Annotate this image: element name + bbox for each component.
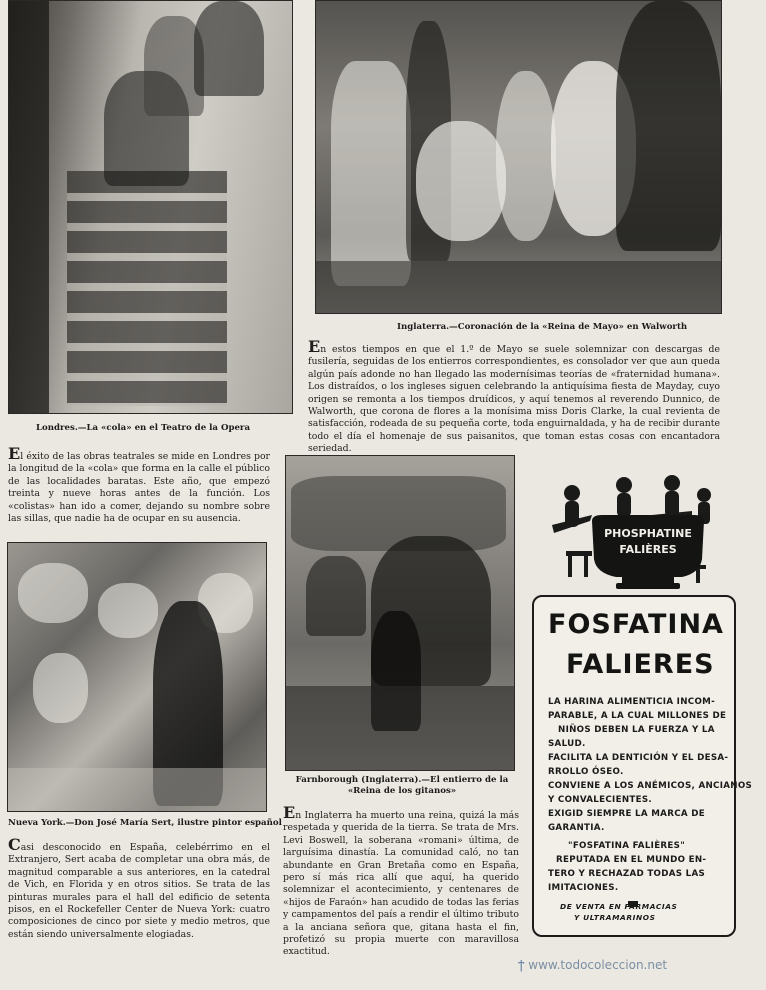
ad-line-8: Y CONVALECIENTES. (548, 795, 653, 805)
ad-quote-line-3: TERO Y RECHAZAD TODAS LAS (548, 869, 706, 879)
article-mayday: En estos tiempos en que el 1.º de Mayo se suele solemnizar con descargas de fusilería, seguidas de los entierros correspondientes, es consolador ver que aun queda algún país adonde no han llegado las modernísimas teorías de «fraternidad humana». Los distraídos, o los ingleses siguen celebrando la antiquísima fiesta de Mayday, cuyo origen se remonta a los tiempos druídicos, y aquí tenemos al reverendo Dunnico, de Walworth, que corona de flores a la monísima miss Doris Clarke, la cual revienta de satisfacción, rodeada de su pequeña corte, toda enguirnaldada, y ha de recibir durante todo el día el homenaje de sus paisanitos, que toman estas cosas con encantadora seriedad. (308, 337, 720, 455)
jar-label-line-1: PHOSPHATINE (604, 527, 692, 540)
children-on-jar-illustration (532, 455, 720, 591)
photo-newyork-sert (7, 542, 267, 812)
ad-line-2: PARABLE, A LA CUAL MILLONES DE (548, 711, 727, 721)
caption-farnborough: Farnborough (Inglaterra).—El entierro de la «Reina de los gitanos» (295, 775, 509, 796)
ad-footer-line-1: DE VENTA EN FARMACIAS (560, 902, 678, 911)
ad-line-6: RROLLO ÓSEO. (548, 767, 624, 777)
ad-quote-line-4: IMITACIONES. (548, 883, 619, 893)
watermark: ϯ www.todocoleccion.net (518, 958, 668, 972)
ad-quote-line-2: REPUTADA EN EL MUNDO EN- (556, 855, 707, 865)
article-cola: El éxito de las obras teatrales se mide en Londres por la longitud de la «cola» que forma en la calle el público de las localidades baratas. Este año, que empezó treinta y nueve horas antes de la función. Los «colistas» han ido a comer, dejando su nombre sobre las sillas, que nadie ha de ocupar en su ausencia. (8, 444, 270, 525)
ad-line-1: LA HARINA ALIMENTICIA INCOM- (548, 697, 715, 707)
advertisement-box (532, 595, 753, 937)
article-gitanos: En Inglaterra ha muerto una reina, quizá la más respetada y querida de la tierra. Se trata de Mrs. Levi Boswell, la soberana «romani» última, de larguísima dinastía. La comunidad caló, no tan abundante en Gran Bretaña como en España, pero sí más rica allí que aquí, ha querido solemnizar el acontecimiento, y centenares de «hijos de Faraón» han acudido de todas las ferias y campamentos del país a rendir el último tributo a la anciana señora que, gitana hasta el fin, profetizó su propia muerte con maravillosa exactitud. (283, 803, 519, 958)
photo-walworth-may-queen (315, 0, 722, 314)
ad-line-4: SALUD. (548, 739, 586, 749)
photo-farnborough-funeral (285, 455, 515, 771)
caption-newyork: Nueva York.—Don José María Sert, ilustre pintor español (8, 818, 282, 828)
ad-title-line-1: FOSFATINA (548, 609, 724, 640)
photo-london-queue (8, 0, 293, 414)
advertisement-illustration (532, 455, 720, 591)
ad-quote-line-1: "FOSFATINA FALIÈRES" (568, 841, 686, 851)
ad-line-7: CONVIENE A LOS ANÉMICOS, ANCIANOS (548, 781, 753, 791)
article-sert: Casi desconocido en España, celebérrimo en el Extranjero, Sert acaba de completar una obra más, de magnitud comparable a sus anteriores, en la catedral de Vich, en Florida y en otros sitios. Se trata de las pinturas murales para el hall del edificio de setenta pisos, en el Rockefeller Center de Nueva York: cuatro composiciones de cinco por siete y medio metros, que están siendo universalmente elogiadas. (8, 835, 270, 940)
ad-footer-line-2: Y ULTRAMARINOS (574, 913, 656, 922)
ad-line-5: FACILITA LA DENTICIÓN Y EL DESA- (548, 753, 729, 763)
jar-label-line-2: FALIÈRES (619, 543, 677, 556)
caption-walworth: Inglaterra.—Coronación de la «Reina de Mayo» en Walworth (397, 322, 688, 332)
ad-line-3: NIÑOS DEBEN LA FUERZA Y LA (558, 725, 715, 735)
watermark-logo-icon: ϯ (518, 958, 529, 972)
caption-london: Londres.—La «cola» en el Teatro de la Opera (36, 423, 251, 433)
ad-line-10: GARANTIA. (548, 823, 605, 833)
ad-title-line-2: FALIERES (566, 649, 715, 680)
ad-line-9: EXIGID SIEMPRE LA MARCA DE (548, 809, 705, 819)
